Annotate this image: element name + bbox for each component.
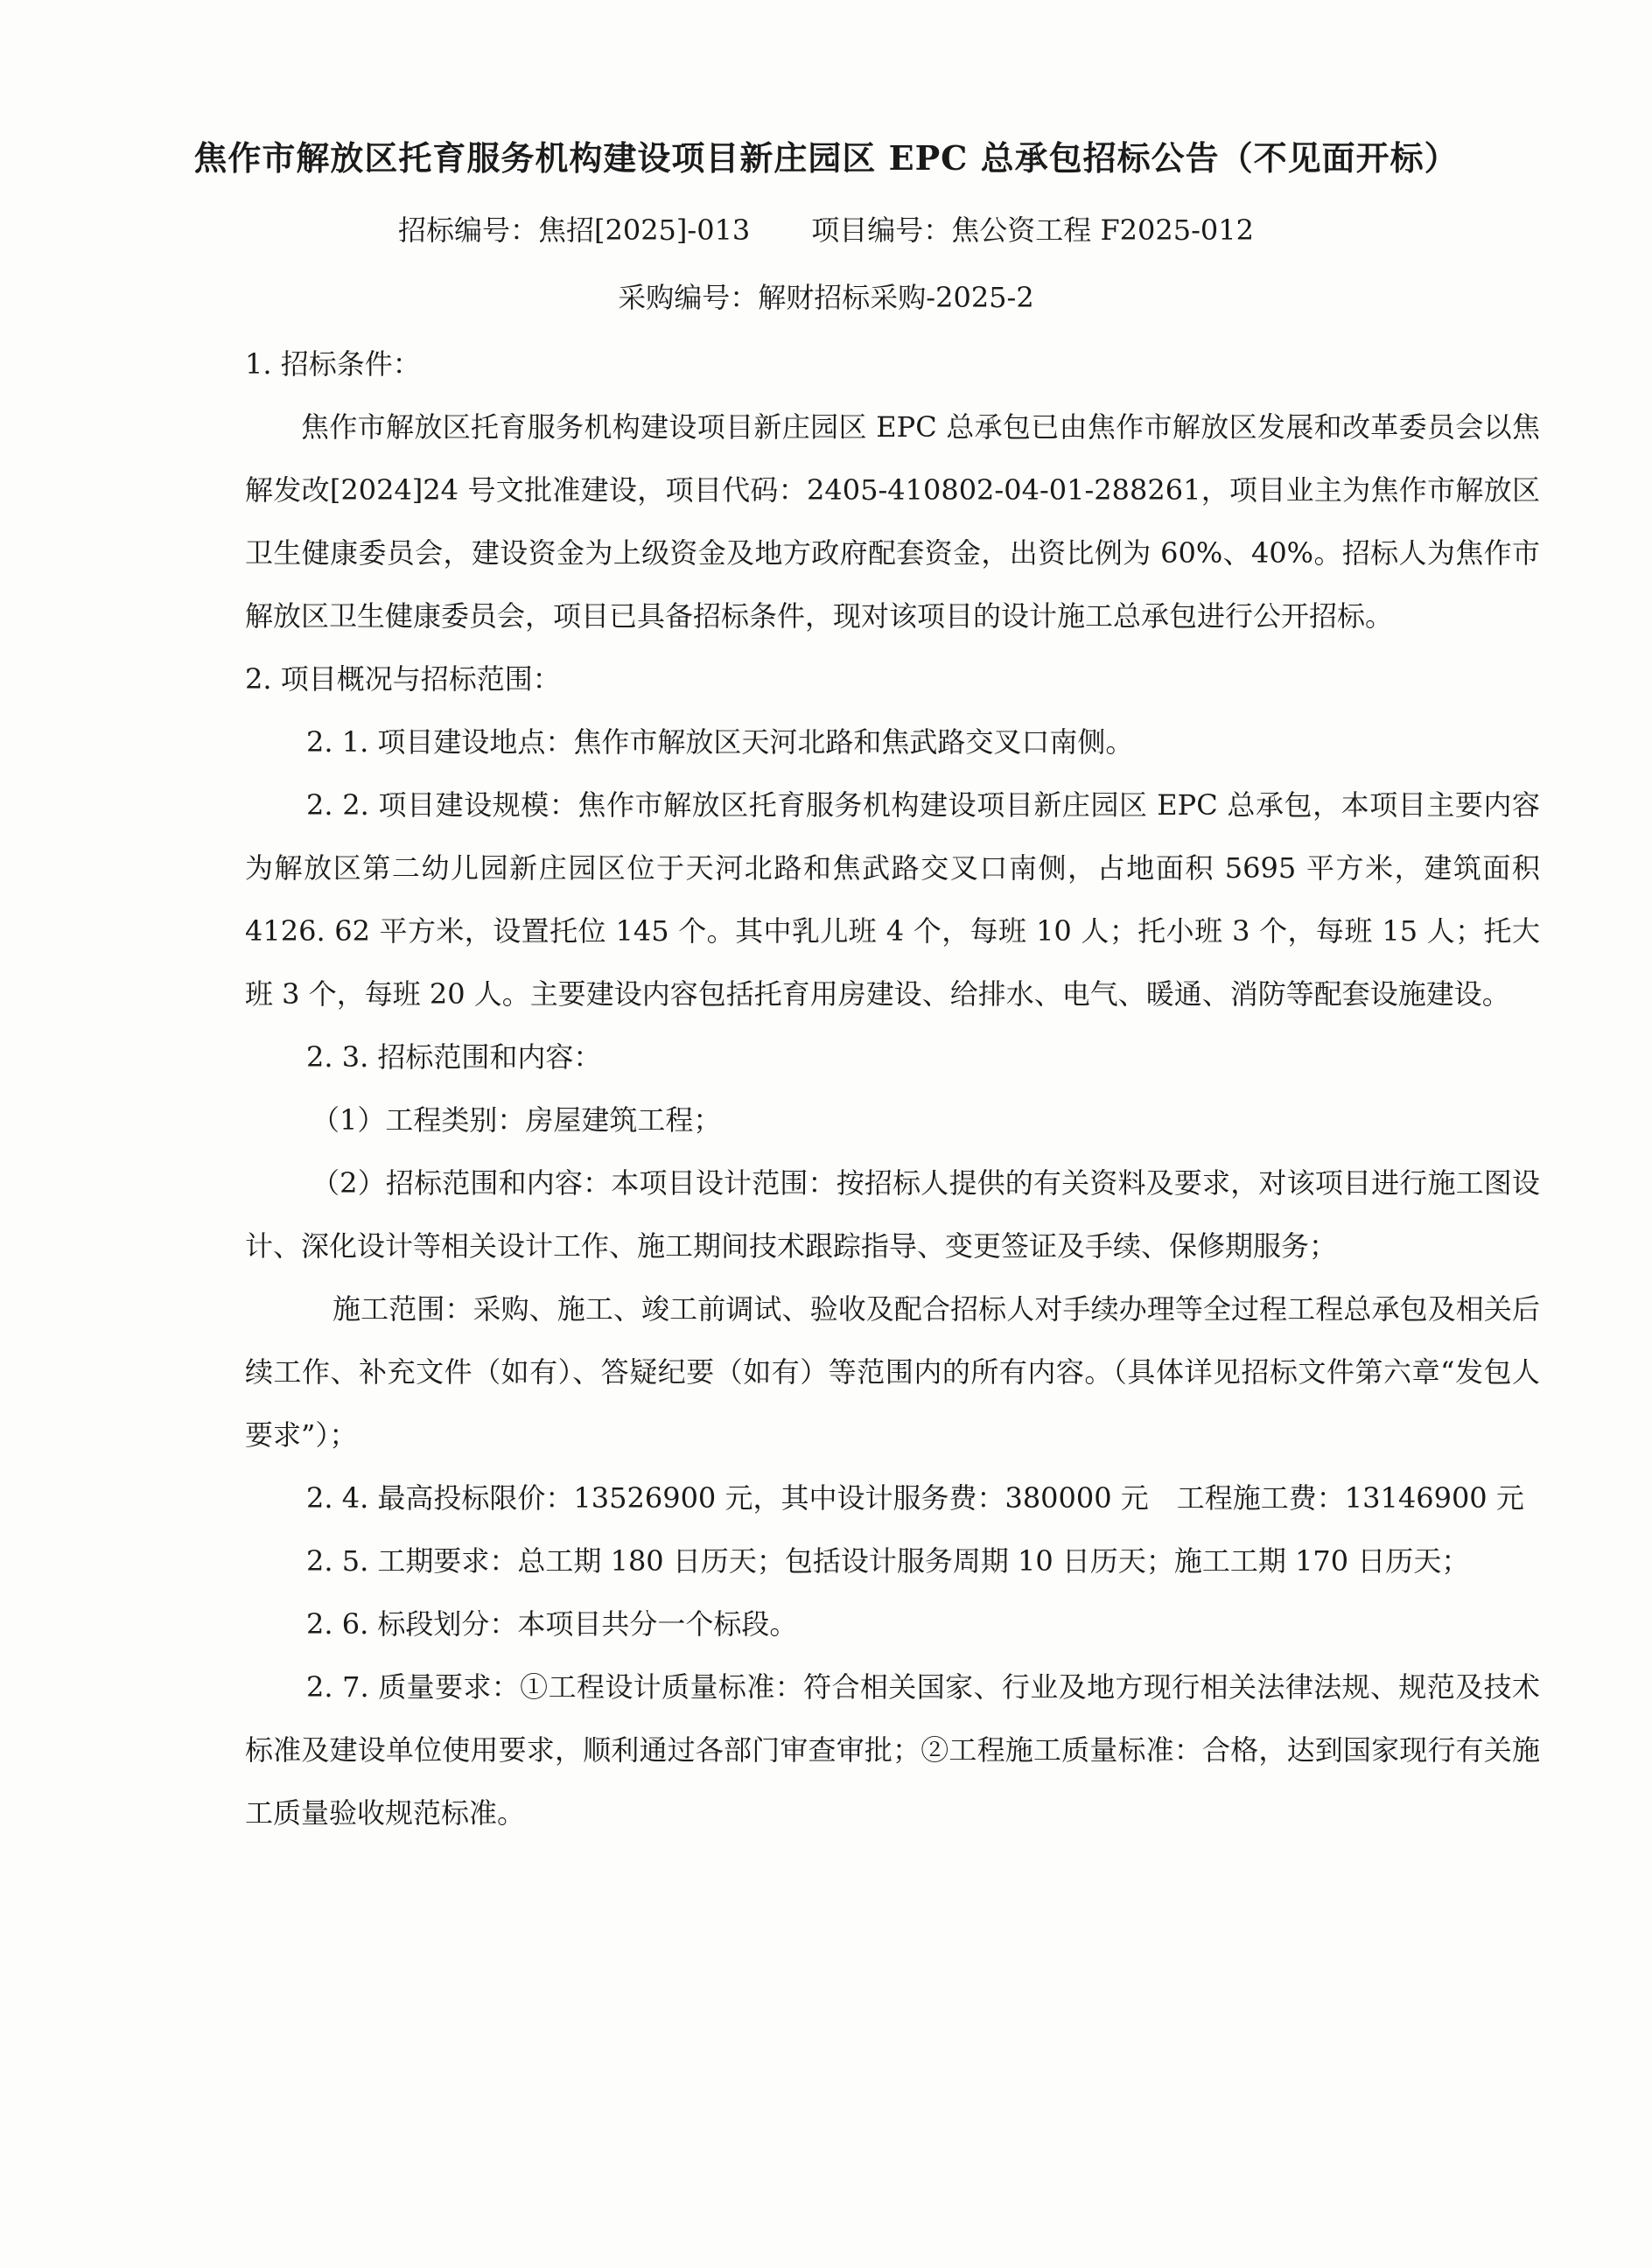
bid-number: 招标编号：焦招[2025]-013 <box>397 214 751 247</box>
project-number: 项目编号：焦公资工程 F2025-012 <box>811 214 1255 247</box>
purchase-number: 采购编号：解财招标采购-2025-2 <box>618 281 1034 314</box>
section-heading: 2. 项目概况与招标范围： <box>245 662 561 696</box>
paragraph: 2. 2. 项目建设规模：焦作市解放区托育服务机构建设项目新庄园区 EPC 总承包，本项目主要内容为解放区第二幼儿园新庄园区位于天河北路和焦武路交叉口南侧，占地面积 5695 平方米，建筑面积 4126. 62 平方米，设置托位 145 个。其中乳儿班 4 个，每班 10 人；托小班 3 个，每班 15 人；托大班 3 个，每班 20 人。主要建设内容包括托育用房建设、给排水、电气、暖通、消防等配套设施建设。 <box>245 788 1540 1011</box>
paragraph: 焦作市解放区托育服务机构建设项目新庄园区 EPC 总承包已由焦作市解放区发展和改革委员会以焦解发改[2024]24 号文批准建设，项目代码：2405-410802-04-01-288261，项目业主为焦作市解放区卫生健康委员会，建设资金为上级资金及地方政府配套资金，出资比例为 60%、40%。招标人为焦作市解放区卫生健康委员会，项目已具备招标条件，现对该项目的设计施工总承包进行公开招标。 <box>245 410 1540 633</box>
paragraph: 2. 5. 工期要求：总工期 180 日历天；包括设计服务周期 10 日历天；施工工期 170 日历天； <box>306 1544 1470 1578</box>
paragraph: 2. 4. 最高投标限价：13526900 元，其中设计服务费：380000 元 工程施工费：13146900 元 <box>306 1481 1524 1515</box>
paragraph: 2. 6. 标段划分：本项目共分一个标段。 <box>306 1607 798 1641</box>
paragraph: 2. 3. 招标范围和内容： <box>306 1040 602 1074</box>
document-body <box>245 332 1540 1844</box>
paragraph: 2. 1. 项目建设地点：焦作市解放区天河北路和焦武路交叉口南侧。 <box>306 725 1134 759</box>
paragraph: 施工范围：采购、施工、竣工前调试、验收及配合招标人对手续办理等全过程工程总承包及相关后续工作、补充文件（如有）、答疑纪要（如有）等范围内的所有内容。（具体详见招标文件第六章“发包人要求”）； <box>245 1292 1540 1452</box>
section-heading: 1. 招标条件： <box>245 347 421 381</box>
list-item: （2）招标范围和内容：本项目设计范围：按招标人提供的有关资料及要求，对该项目进行施工图设计、深化设计等相关设计工作、施工期间技术跟踪指导、变更签证及手续、保修期服务； <box>245 1166 1540 1263</box>
list-item: （1）工程类别：房屋建筑工程； <box>312 1103 722 1137</box>
paragraph: 2. 7. 质量要求：①工程设计质量标准：符合相关国家、行业及地方现行相关法律法规、规范及技术标准及建设单位使用要求，顺利通过各部门审查审批；②工程施工质量标准：合格，达到国家现行有关施工质量验收规范标准。 <box>245 1670 1540 1830</box>
document-title: 焦作市解放区托育服务机构建设项目新庄园区 EPC 总承包招标公告（不见面开标） <box>193 138 1459 178</box>
reference-numbers <box>140 208 1512 248</box>
